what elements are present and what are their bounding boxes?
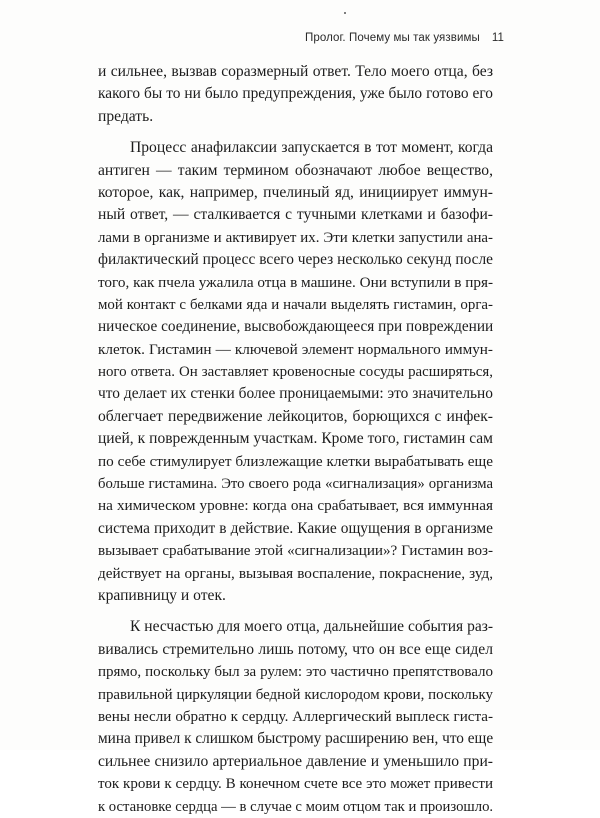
paragraph-gap [98,128,493,137]
text-line: предать. [98,107,154,125]
text-line: К несчастью для моего отца, дальнейшие события раз- [130,618,493,636]
text-line: действует на органы, вызывая воспаление, покраснение, зуд, [98,564,493,582]
chapter-title: Пролог. Почему мы так уязвимы [305,32,480,44]
text-line: того, как пчела ужалила отца в машине. Они вступили в пря- [98,273,493,291]
text-line: Процесс анафилаксии запускается в тот момент, когда [130,139,493,157]
print-speck [344,12,346,14]
text-line: ный ответ, — сталкивается с тучными клетками и базофи- [98,206,493,224]
page-number: 11 [491,32,504,44]
text-line: ническое соединение, высвобождающееся при повреждении [98,318,493,336]
text-line: ток крови к сердцу. В конечном счете все это может привести [98,776,493,793]
text-line: цией, к поврежденным участкам. Кроме того, гистамин сам [98,430,493,448]
text-line: вызывает срабатывание этой «сигнализации»? Гистамин воз- [98,543,493,560]
text-line: ного ответа. Он заставляет кровеносные сосуды расширяться, [98,364,493,381]
text-line: сильнее снизило артериальное давление и уменьшило при- [98,752,493,770]
text-line: система приходит в действие. Какие ощущения в организме [98,519,493,537]
body-text [98,61,493,818]
text-line: какого бы то ни было предупреждения, уже было готово его [98,85,493,103]
text-line: филактический процесс всего через несколько секунд после [98,251,493,269]
text-line: которое, как, например, пчелиный яд, инициирует иммун- [98,183,493,201]
paragraph-gap [98,607,493,616]
text-line: вивались стремительно лишь потому, что он все еще сидел [98,640,493,658]
text-line: прямо, поскольку был за рулем: это частично препятствовало [98,664,493,681]
text-line: мина привел к слишком быстрому расширению вен, что еще [98,730,493,748]
text-line: крапивницу и отек. [98,586,226,604]
text-line: и сильнее, вызвав соразмерный ответ. Тело моего отца, без [98,63,493,80]
text-line: что делает их стенки более проницаемыми: это значительно [98,385,493,403]
text-line: к остановке сердца — в случае с моим отцом так и произошло. [98,798,493,815]
text-line: по себе стимулирует близлежащие клетки вырабатывать еще [98,452,493,470]
text-line: вены несли обратно к сердцу. Аллергический выплеск гиста- [98,708,493,725]
text-line: больше гистамина. Это своего рода «сигнализация» организма [98,476,493,493]
text-line: мой контакт с белками яда и начали выделять гистамин, орга- [98,296,493,313]
running-header [305,32,504,44]
text-line: антиген — таким термином обозначают любое вещество, [98,161,493,179]
text-line: клеток. Гистамин — ключевой элемент нормального иммун- [98,340,493,358]
text-line: облегчает передвижение лейкоцитов, борющихся с инфек- [98,407,493,425]
text-line: на химическом уровне: когда она срабатывает, вся иммунная [98,497,493,515]
text-line: лами в организме и активирует их. Эти клетки запустили ана- [98,229,493,246]
text-line: правильной циркуляции бедной кислородом крови, поскольку [98,686,493,703]
